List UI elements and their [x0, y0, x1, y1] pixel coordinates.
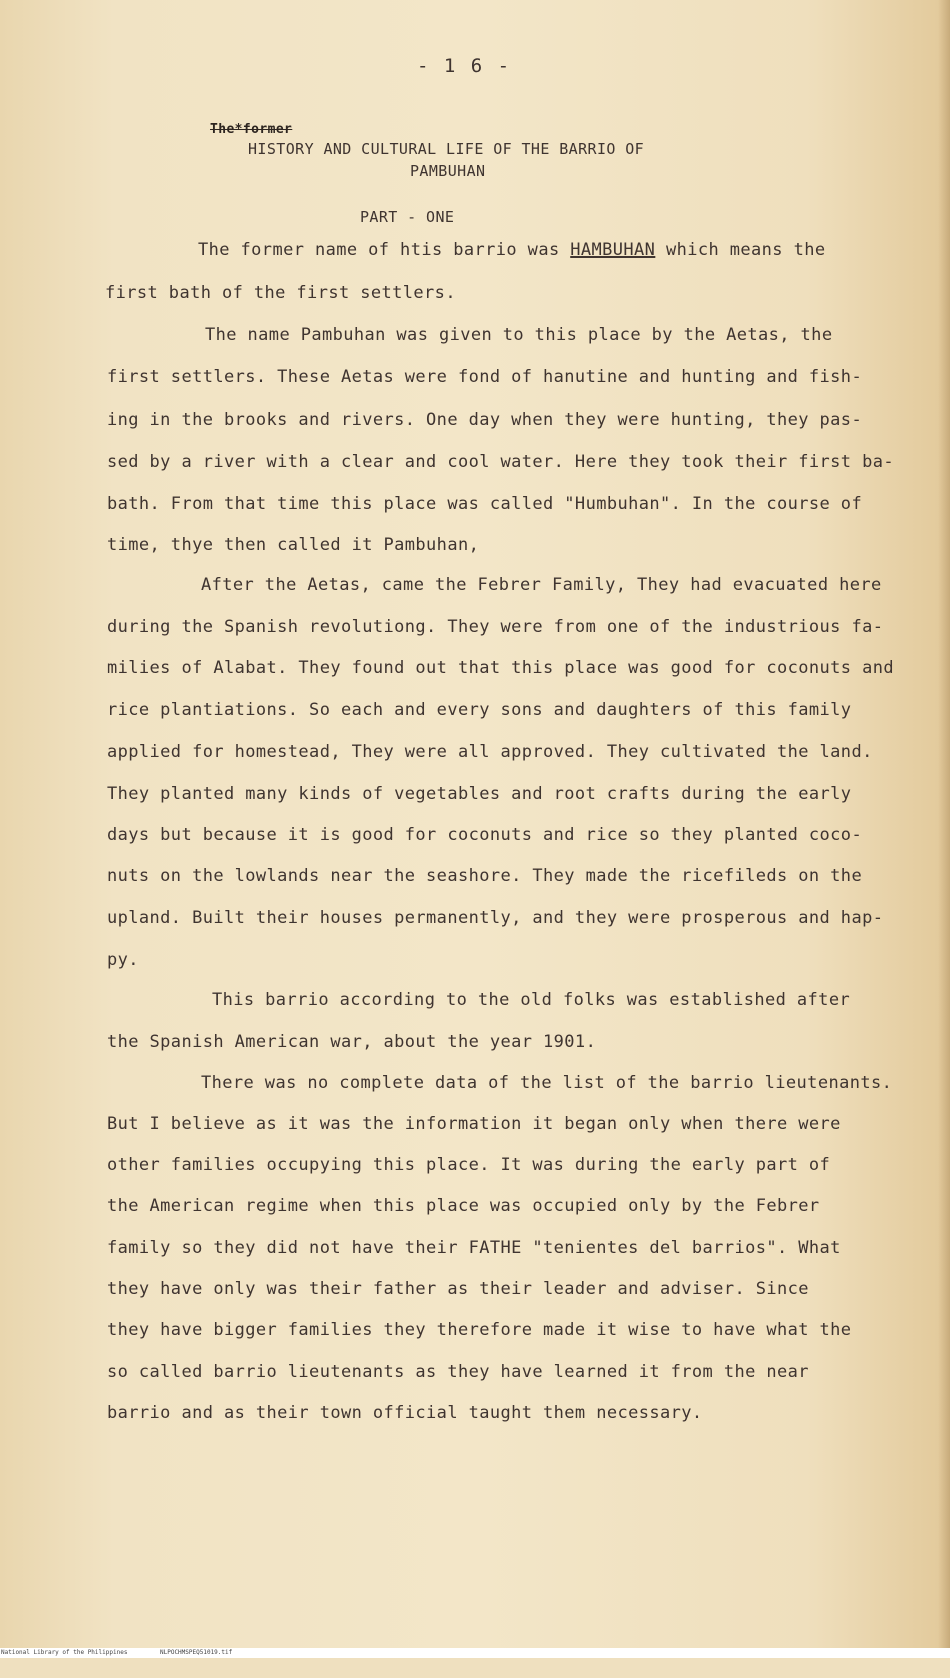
text-line — [105, 283, 456, 303]
text-segment: The former name of htis barrio was — [198, 240, 571, 260]
text-line — [107, 825, 862, 845]
text-line — [205, 325, 832, 345]
text-line — [107, 1403, 703, 1423]
text-segment: first settlers. These Aetas were fond of hanutine and hunting and fish- — [107, 367, 863, 387]
text-segment: other families occupying this place. It was during the early part of — [107, 1155, 831, 1175]
text-line — [107, 742, 873, 762]
text-segment: first bath of the first settlers. — [105, 283, 456, 303]
text-line — [198, 240, 826, 260]
text-segment: After the Aetas, came the Febrer Family, They had evacuated here — [201, 575, 882, 595]
text-segment: rice plantiations. So each and every sons and daughters of this family — [107, 700, 852, 720]
text-line — [201, 1073, 892, 1093]
text-segment: time, thye then called it Pambuhan, — [107, 535, 480, 555]
text-segment: upland. Built their houses permanently, and they were prosperous and hap- — [107, 908, 884, 928]
text-segment: There was no complete data of the list of the barrio lieutenants. — [201, 1073, 893, 1093]
text-line — [212, 990, 850, 1010]
text-segment: The name Pambuhan was given to this place by the Aetas, the — [205, 325, 833, 345]
text-line — [107, 784, 851, 804]
scan-footer — [0, 1648, 950, 1658]
text-segment: py. — [107, 950, 139, 970]
text-line — [107, 1279, 809, 1299]
text-segment: They planted many kinds of vegetables and root crafts during the early — [107, 784, 852, 804]
text-line — [107, 1238, 841, 1258]
text-segment: ing in the brooks and rivers. One day when they were hunting, they pas- — [107, 410, 863, 430]
title-line-1: HISTORY AND CULTURAL LIFE OF THE BARRIO OF — [248, 140, 645, 158]
part-heading: PART - ONE — [360, 208, 455, 226]
text-segment: the Spanish American war, about the year 1901. — [107, 1032, 597, 1052]
page-number: - 1 6 - — [417, 55, 512, 77]
text-line — [107, 866, 862, 886]
text-segment: so called barrio lieutenants as they have learned it from the near — [107, 1362, 809, 1382]
text-segment: which means the — [655, 240, 826, 260]
text-segment: sed by a river with a clear and cool water. Here they took their first ba- — [107, 452, 894, 472]
text-line — [107, 1032, 596, 1052]
text-segment: the American regime when this place was occupied only by the Febrer — [107, 1196, 820, 1216]
text-segment: nuts on the lowlands near the seashore. They made the ricefileds on the — [107, 866, 863, 886]
text-line — [107, 367, 862, 387]
text-segment: applied for homestead, They were all approved. They cultivated the land. — [107, 742, 873, 762]
text-line — [107, 950, 139, 970]
text-line — [107, 1362, 809, 1382]
text-line — [107, 1196, 820, 1216]
text-line — [201, 575, 882, 595]
text-segment: milies of Alabat. They found out that this place was good for coconuts and — [107, 658, 894, 678]
footer-library: National Library of the Philippines — [1, 1649, 128, 1656]
text-segment: family so they did not have their FATHE "tenientes del barrios". What — [107, 1238, 841, 1258]
struck-heading: The*former — [210, 122, 293, 137]
title-line-2: PAMBUHAN — [410, 162, 486, 180]
text-segment: days but because it is good for coconuts and rice so they planted coco- — [107, 825, 863, 845]
text-segment: But I believe as it was the information it began only when there were — [107, 1114, 841, 1134]
text-line — [107, 410, 862, 430]
text-line — [107, 700, 851, 720]
text-segment: they have only was their father as their leader and adviser. Since — [107, 1279, 809, 1299]
footer-filename: NLPOCHMSPEQ51019.tif — [160, 1649, 233, 1656]
text-line — [107, 658, 894, 678]
text-line — [107, 535, 479, 555]
text-line — [107, 617, 883, 637]
underlined-word: HAMBUHAN — [570, 240, 656, 260]
text-segment: they have bigger families they therefore made it wise to have what the — [107, 1320, 852, 1340]
text-segment: barrio and as their town official taught them necessary. — [107, 1403, 703, 1423]
text-line — [107, 1155, 830, 1175]
text-segment: during the Spanish revolutiong. They were from one of the industrious fa- — [107, 617, 884, 637]
text-line — [107, 452, 894, 472]
text-line — [107, 494, 862, 514]
text-line — [107, 1320, 851, 1340]
text-line — [107, 908, 883, 928]
text-segment: This barrio according to the old folks was established after — [212, 990, 851, 1010]
text-line — [107, 1114, 841, 1134]
text-segment: bath. From that time this place was called "Humbuhan". In the course of — [107, 494, 863, 514]
page-edge-shadow — [938, 0, 950, 1658]
